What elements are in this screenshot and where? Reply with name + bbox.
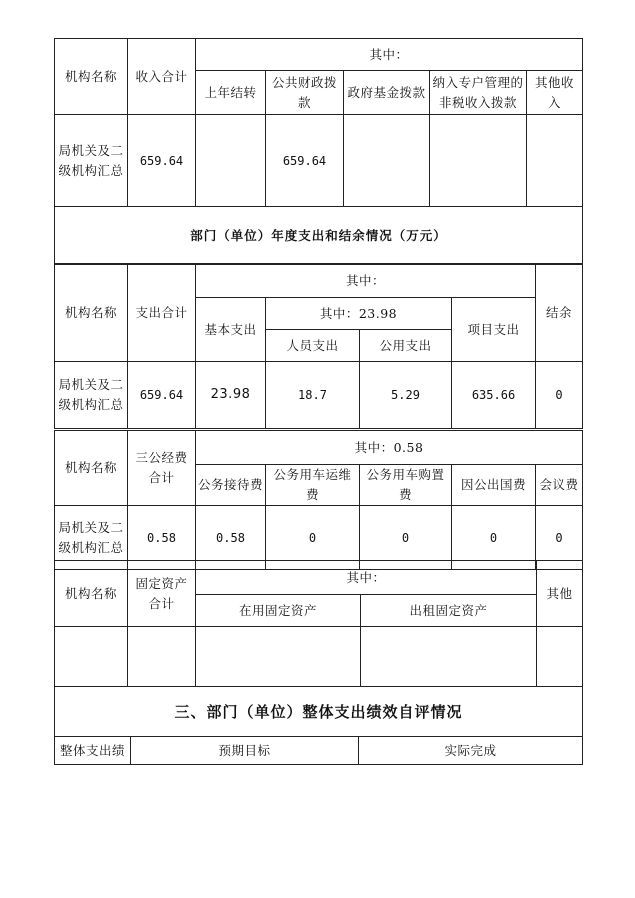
income-sub-header: 其他收入: [527, 71, 583, 115]
fixed-assets-empty-cell: [537, 627, 583, 687]
three-public-row-value: 0: [360, 506, 452, 570]
income-row-value: [344, 115, 430, 207]
expense-row-personnel: 18.7: [266, 362, 360, 429]
income-row-value: [430, 115, 527, 207]
performance-expected-header: 预期目标: [131, 737, 359, 765]
fixed-assets-empty-cell: [128, 627, 196, 687]
expense-row-public: 5.29: [360, 362, 452, 429]
expense-balance-header: 结余: [536, 264, 583, 362]
expense-among-header: 其中：: [196, 264, 536, 298]
performance-label-cell: 整体支出绩: [55, 737, 131, 765]
three-public-table: [54, 430, 583, 570]
performance-actual-header: 实际完成: [359, 737, 583, 765]
income-among-header: 其中：: [196, 39, 583, 71]
three-public-total-header: 三公经费合计: [128, 431, 196, 506]
expense-org-header: 机构名称: [55, 264, 128, 362]
income-row-value: 659.64: [266, 115, 344, 207]
fixed-assets-org-header: 机构名称: [55, 561, 128, 627]
performance-heading: 三、部门（单位）整体支出绩效自评情况: [55, 687, 583, 737]
fixed-assets-in-use-header: 在用固定资产: [196, 595, 361, 627]
three-public-sub-header: 公务用车运维费: [266, 465, 360, 506]
fixed-assets-empty-cell: [361, 627, 537, 687]
fixed-assets-total-header: 固定资产合计: [128, 561, 196, 627]
three-public-row-value: 0: [536, 506, 583, 570]
expense-project-header: 项目支出: [452, 298, 536, 362]
income-org-header: 机构名称: [55, 39, 128, 115]
fixed-assets-table: [54, 560, 583, 687]
three-public-sub-header: 公务接待费: [196, 465, 266, 506]
expense-table: [54, 263, 583, 429]
expense-total-header: 支出合计: [128, 264, 196, 362]
income-row-value: [527, 115, 583, 207]
expense-basic-header: 基本支出: [196, 298, 266, 362]
income-sub-header: 上年结转: [196, 71, 266, 115]
income-sub-header: 政府基金拨款: [344, 71, 430, 115]
income-row-org: 局机关及二级机构汇总: [55, 115, 128, 207]
income-sub-header: 纳入专户管理的非税收入拨款: [430, 71, 527, 115]
expense-public-header: 公用支出: [360, 330, 452, 362]
expense-row-total: 659.64: [128, 362, 196, 429]
three-public-row-org: 局机关及二级机构汇总: [55, 506, 128, 570]
expense-basic-among-header: 其中：23.98: [266, 298, 452, 330]
expense-row-basic: 23.98: [196, 362, 266, 429]
performance-table: [54, 686, 583, 765]
income-row-total: 659.64: [128, 115, 196, 207]
income-row-value: [196, 115, 266, 207]
three-public-sub-header: 公务用车购置费: [360, 465, 452, 506]
three-public-row-value: 0: [266, 506, 360, 570]
fixed-assets-rented-header: 出租固定资产: [361, 595, 537, 627]
expense-row-project: 635.66: [452, 362, 536, 429]
fixed-assets-empty-cell: [196, 627, 361, 687]
three-public-sub-header: 会议费: [536, 465, 583, 506]
three-public-row-value: 0: [452, 506, 536, 570]
expense-row-org: 局机关及二级机构汇总: [55, 362, 128, 429]
three-public-row-value: 0.58: [196, 506, 266, 570]
budget-table: [54, 38, 583, 265]
three-public-row-total: 0.58: [128, 506, 196, 570]
three-public-sub-header: 因公出国费: [452, 465, 536, 506]
expense-personnel-header: 人员支出: [266, 330, 360, 362]
fixed-assets-among-header: 其中：: [196, 561, 537, 595]
three-public-among-header: 其中：0.58: [196, 431, 583, 465]
three-public-org-header: 机构名称: [55, 431, 128, 506]
income-sub-header: 公共财政拨款: [266, 71, 344, 115]
fixed-assets-empty-cell: [55, 627, 128, 687]
expense-row-balance: 0: [536, 362, 583, 429]
fixed-assets-other-header: 其他: [537, 561, 583, 627]
income-total-header: 收入合计: [128, 39, 196, 115]
expense-heading: 部门（单位）年度支出和结余情况（万元）: [55, 207, 583, 265]
